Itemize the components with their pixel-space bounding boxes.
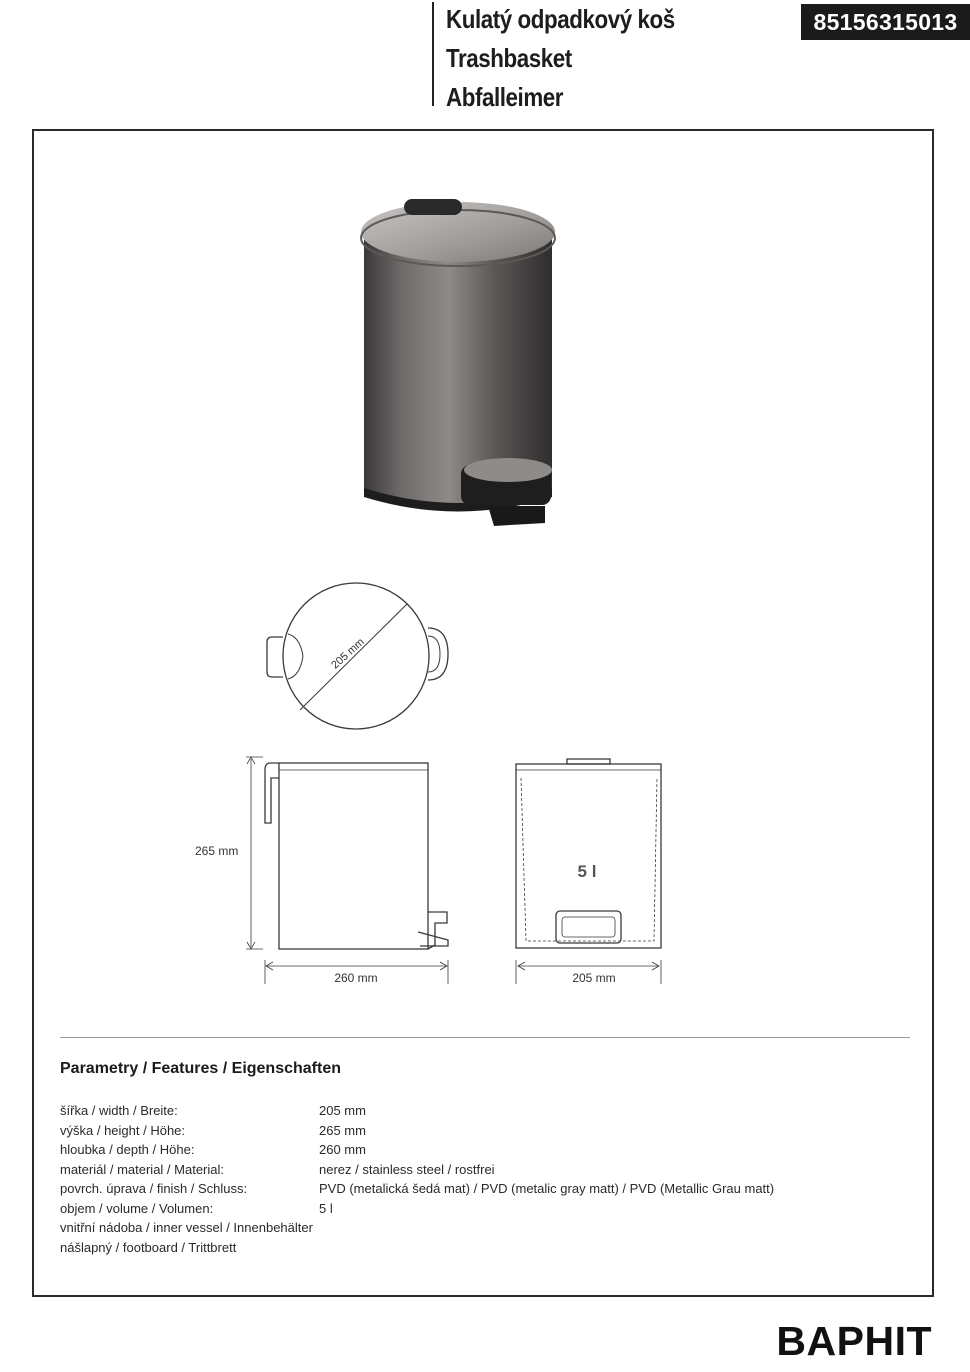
depth-label: 260 mm	[334, 971, 378, 985]
title-cz: Kulatý odpadkový koš	[446, 4, 675, 34]
spec-label: výška / height / Höhe:	[60, 1122, 186, 1138]
top-view-drawing	[267, 583, 448, 729]
spec-value: 260 mm	[319, 1142, 366, 1157]
lid-hinge	[404, 199, 462, 215]
spec-value: 265 mm	[319, 1122, 366, 1138]
brand-logo: BAPHIT	[776, 1318, 932, 1364]
product-image	[361, 199, 555, 526]
product-code-badge: 85156315013	[801, 4, 970, 40]
height-label: 265 mm	[195, 844, 239, 858]
pedal-foot	[488, 506, 545, 526]
title-en: Trashbasket	[446, 43, 572, 73]
pedal-top	[464, 458, 552, 482]
spec-value: PVD (metalická šedá mat) / PVD (metalic gray matt) / PVD (Metallic Grau matt)	[319, 1181, 775, 1196]
spec-value: 5 l	[319, 1200, 333, 1216]
spec-label: nášlapný / footboard / Trittbrett	[60, 1239, 237, 1255]
spec-value: nerez / stainless steel / rostfrei	[319, 1161, 495, 1177]
spec-label: hloubka / depth / Höhe:	[60, 1142, 195, 1157]
spec-label: vnitřní nádoba / inner vessel / Innenbehälter	[60, 1220, 313, 1235]
width-label: 205 mm	[572, 971, 616, 985]
diameter-label: 205 mm	[329, 636, 367, 672]
spec-label: materiál / material / Material:	[60, 1161, 224, 1177]
side-view-drawing	[246, 757, 448, 984]
spec-value: 205 mm	[319, 1103, 366, 1118]
spec-label: šířka / width / Breite:	[60, 1103, 178, 1118]
spec-label: objem / volume / Volumen:	[60, 1200, 214, 1216]
title-de: Abfalleimer	[446, 82, 564, 112]
volume-label: 5 l	[577, 862, 597, 881]
features-title: Parametry / Features / Eigenschaften	[60, 1060, 341, 1077]
spec-label: povrch. úprava / finish / Schluss:	[60, 1181, 248, 1196]
section-separator	[60, 1037, 910, 1038]
